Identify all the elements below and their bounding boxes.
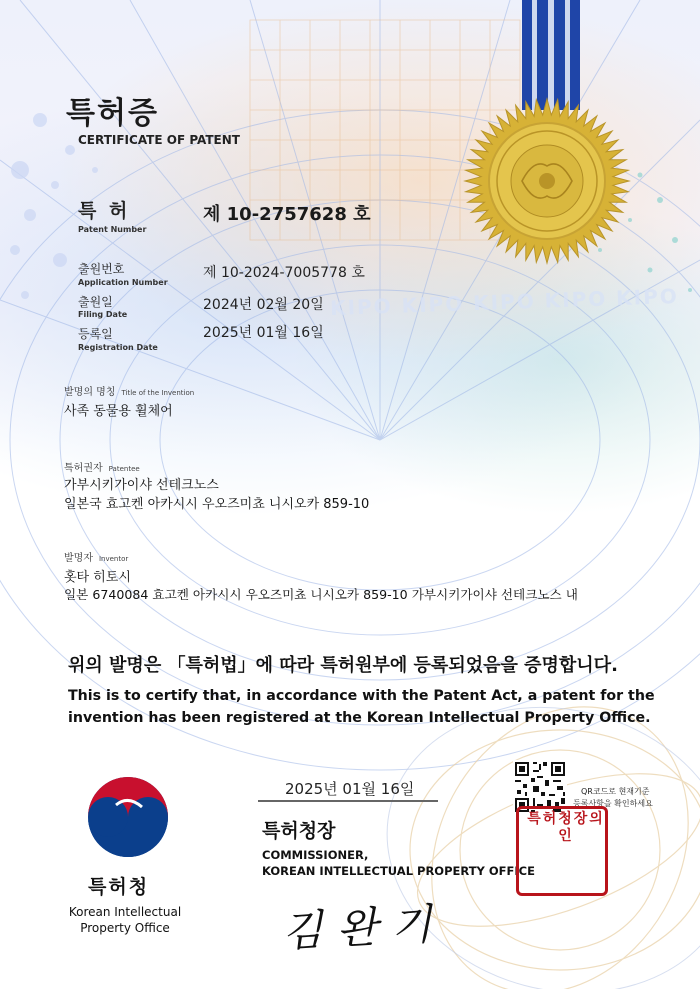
kipo-emblem-icon <box>86 775 170 859</box>
patent-number-label: 특 허 <box>78 200 131 222</box>
certification-statement-en-line2: invention has been registered at the Korean Intellectual Property Office. <box>68 710 651 726</box>
filing-date-value: 2024년 02월 20일 <box>203 297 324 313</box>
invention-title-label-ko: 발명의 명칭 <box>64 387 116 398</box>
patentee-label <box>64 459 140 474</box>
invention-title-value: 사족 동물용 휠체어 <box>64 404 173 419</box>
certification-statement-ko: 위의 발명은 「특허법」에 따라 특허원부에 등록되었음을 증명합니다. <box>68 655 618 676</box>
patentee-name: 가부시키가이샤 선테크노스 <box>64 478 219 493</box>
commissioner-title-en-line2: KOREAN INTELLECTUAL PROPERTY OFFICE <box>262 864 535 878</box>
inventor-name: 홋타 히토시 <box>64 570 131 585</box>
kipo-watermark: KIPO KIPO KIPO KIPO KIPO <box>329 283 680 321</box>
registration-date-label-en: Registration Date <box>78 343 158 352</box>
certificate-title-en: CERTIFICATE OF PATENT <box>78 133 240 147</box>
kipo-name-en <box>60 904 190 936</box>
inventor-label <box>64 549 128 564</box>
patentee-address: 일본국 효고켄 아카시시 우오즈미쵸 니시오카 859-10 <box>64 497 370 512</box>
patent-number-value: 제 10-2757628 호 <box>203 204 371 225</box>
registration-date-label: 등록일 <box>78 327 113 341</box>
registration-date-value: 2025년 01월 16일 <box>203 325 324 341</box>
commissioner-signature: 김완기 <box>280 898 448 957</box>
filing-date-label: 출원일 <box>78 295 113 309</box>
kipo-name-en-line1: Korean Intellectual <box>68 905 182 919</box>
filing-date-label-en: Filing Date <box>78 310 128 319</box>
gold-seal <box>462 96 632 266</box>
application-number-value: 제 10-2024-7005778 호 <box>203 265 365 281</box>
application-number-label-en: Application Number <box>78 278 168 287</box>
inventor-address: 일본 6740084 효고켄 아카시시 우오즈미쵸 니시오카 859-10 가부시키가이샤 선테크노스 내 <box>64 587 578 602</box>
commissioner-title-ko: 특허청장 <box>262 820 336 842</box>
kipo-name-en-line2: Property Office <box>80 921 170 935</box>
commissioner-title-en-line1: COMMISSIONER, <box>262 848 369 862</box>
certification-statement-en <box>68 685 655 729</box>
certification-statement-en-line1: This is to certify that, in accordance with the Patent Act, a patent for the <box>68 688 655 704</box>
patent-number-label-en: Patent Number <box>78 225 147 234</box>
ribbon <box>520 0 582 110</box>
commissioner-title-en <box>262 847 535 879</box>
application-number-label: 출원번호 <box>78 262 125 276</box>
inventor-label-ko: 발명자 <box>64 553 93 564</box>
qr-note-line2: 등록사항을 확인하세요 <box>573 799 653 808</box>
official-seal-text: 특허청장의인 <box>527 811 605 844</box>
patentee-label-ko: 특허권자 <box>64 463 103 474</box>
invention-title-label <box>64 383 194 398</box>
invention-title-label-en: Title of the Invention <box>121 389 195 397</box>
divider <box>258 800 438 802</box>
inventor-label-en: Inventor <box>98 555 129 563</box>
kipo-name-ko: 특허청 <box>88 876 150 898</box>
certificate-title: 특허증 <box>66 96 159 131</box>
issue-date: 2025년 01월 16일 <box>285 780 415 798</box>
patentee-label-en: Patentee <box>108 465 140 473</box>
qr-note-line1: QR코드로 현재기준 <box>581 787 650 796</box>
